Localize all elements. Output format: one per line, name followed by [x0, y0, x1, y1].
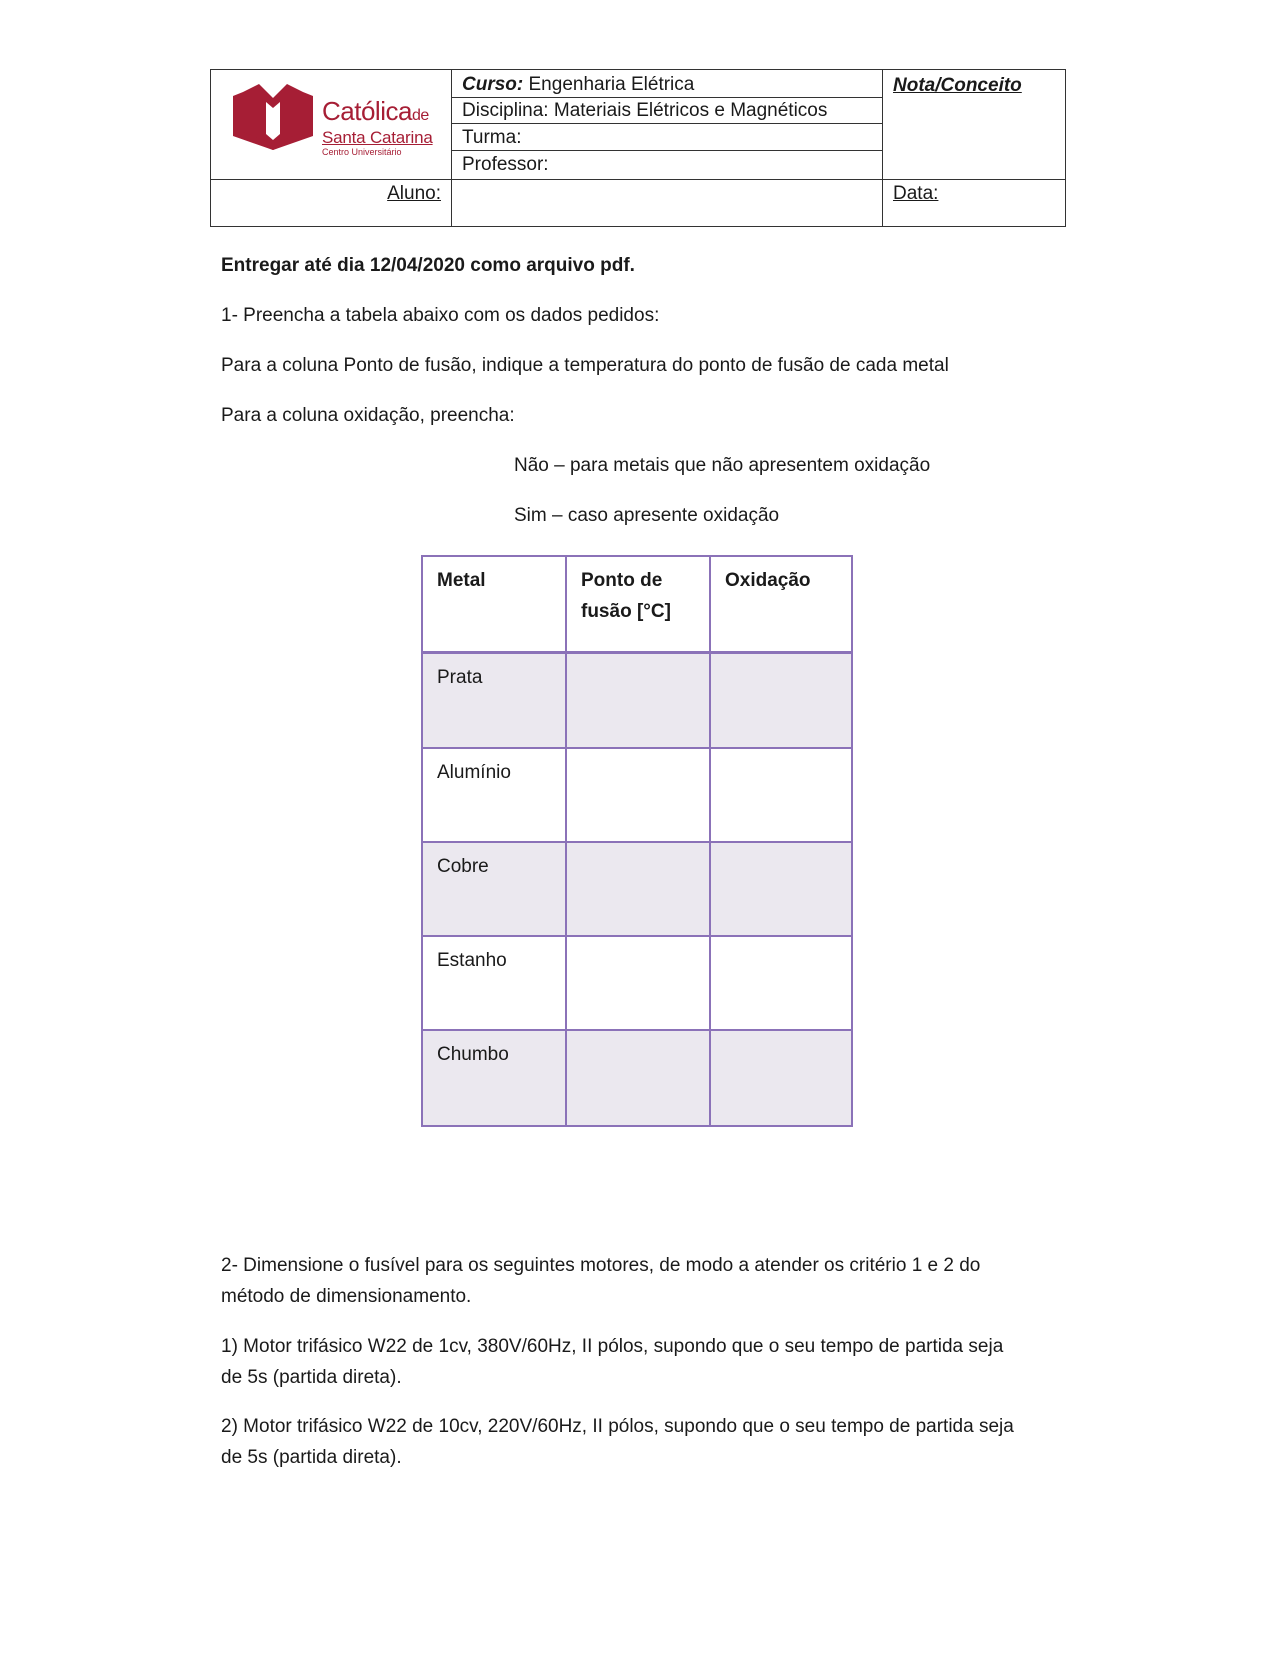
logo-line1: Católica: [322, 96, 412, 126]
question-1-text: 1- Preencha a tabela abaixo com os dados pedidos:: [221, 305, 660, 326]
turma-field: Turma:: [462, 127, 522, 148]
nao-option: Não – para metais que não apresentem oxidação: [514, 455, 931, 476]
question-2-line2: método de dimensionamento.: [221, 1286, 472, 1307]
table-row-metal: Prata: [423, 654, 567, 749]
header-divider: [451, 70, 452, 226]
table-row-metal: Chumbo: [423, 1031, 567, 1125]
header-divider: [211, 179, 1065, 180]
logo-book-icon: [233, 80, 313, 150]
data-label: Data:: [893, 183, 939, 204]
table-header-ponto-fusao: [567, 557, 711, 654]
table-cell-oxidacao[interactable]: [711, 843, 851, 937]
table-header-oxidacao: Oxidação: [711, 557, 851, 654]
table-cell-ponto-fusao[interactable]: [567, 654, 711, 749]
header-divider: [882, 70, 883, 226]
motor-1-line2: de 5s (partida direta).: [221, 1367, 402, 1388]
table-cell-ponto-fusao[interactable]: [567, 843, 711, 937]
header-divider: [451, 123, 882, 124]
logo-line2: Santa Catarina: [322, 128, 433, 147]
logo-text: [322, 98, 433, 158]
table-row-metal: Estanho: [423, 937, 567, 1031]
motor-2-line2: de 5s (partida direta).: [221, 1447, 402, 1468]
table-cell-oxidacao[interactable]: [711, 654, 851, 749]
table-cell-ponto-fusao[interactable]: [567, 937, 711, 1031]
table-cell-oxidacao[interactable]: [711, 937, 851, 1031]
professor-field: Professor:: [462, 154, 549, 175]
motor-1-line1: 1) Motor trifásico W22 de 1cv, 380V/60Hz, II pólos, supondo que o seu tempo de partida seja: [221, 1336, 1004, 1357]
table-header-metal: Metal: [423, 557, 567, 654]
table-cell-oxidacao[interactable]: [711, 1031, 851, 1125]
aluno-label: Aluno:: [387, 183, 441, 204]
table-row-metal: Cobre: [423, 843, 567, 937]
curso-value: Engenharia Elétrica: [523, 74, 695, 95]
header-table: [210, 69, 1066, 227]
deadline-text: Entregar até dia 12/04/2020 como arquivo pdf.: [221, 255, 635, 276]
table-row-metal: Alumínio: [423, 749, 567, 843]
motor-2-line1: 2) Motor trifásico W22 de 10cv, 220V/60Hz, II pólos, supondo que o seu tempo de partida seja: [221, 1416, 1014, 1437]
metals-table: [421, 555, 853, 1127]
header-divider: [451, 97, 882, 98]
nota-conceito-label: Nota/Conceito: [893, 75, 1022, 96]
logo-line1-suffix: de: [411, 107, 429, 124]
header-fusao-line1: Ponto de: [581, 570, 663, 591]
header-divider: [451, 150, 882, 151]
catolica-logo: [233, 80, 433, 157]
table-cell-oxidacao[interactable]: [711, 749, 851, 843]
logo-line3: Centro Universitário: [322, 147, 402, 157]
table-cell-ponto-fusao[interactable]: [567, 749, 711, 843]
curso-field: [462, 73, 694, 97]
sim-option: Sim – caso apresente oxidação: [514, 505, 780, 526]
header-fusao-line2: fusão [°C]: [581, 601, 671, 622]
table-cell-ponto-fusao[interactable]: [567, 1031, 711, 1125]
disciplina-field: Disciplina: Materiais Elétricos e Magnéticos: [462, 100, 828, 121]
ponto-fusao-instruction: Para a coluna Ponto de fusão, indique a temperatura do ponto de fusão de cada metal: [221, 355, 949, 376]
curso-label: Curso:: [462, 74, 524, 95]
oxidacao-instruction: Para a coluna oxidação, preencha:: [221, 405, 515, 426]
question-2-line1: 2- Dimensione o fusível para os seguintes motores, de modo a atender os critério 1 e 2 do: [221, 1255, 981, 1276]
